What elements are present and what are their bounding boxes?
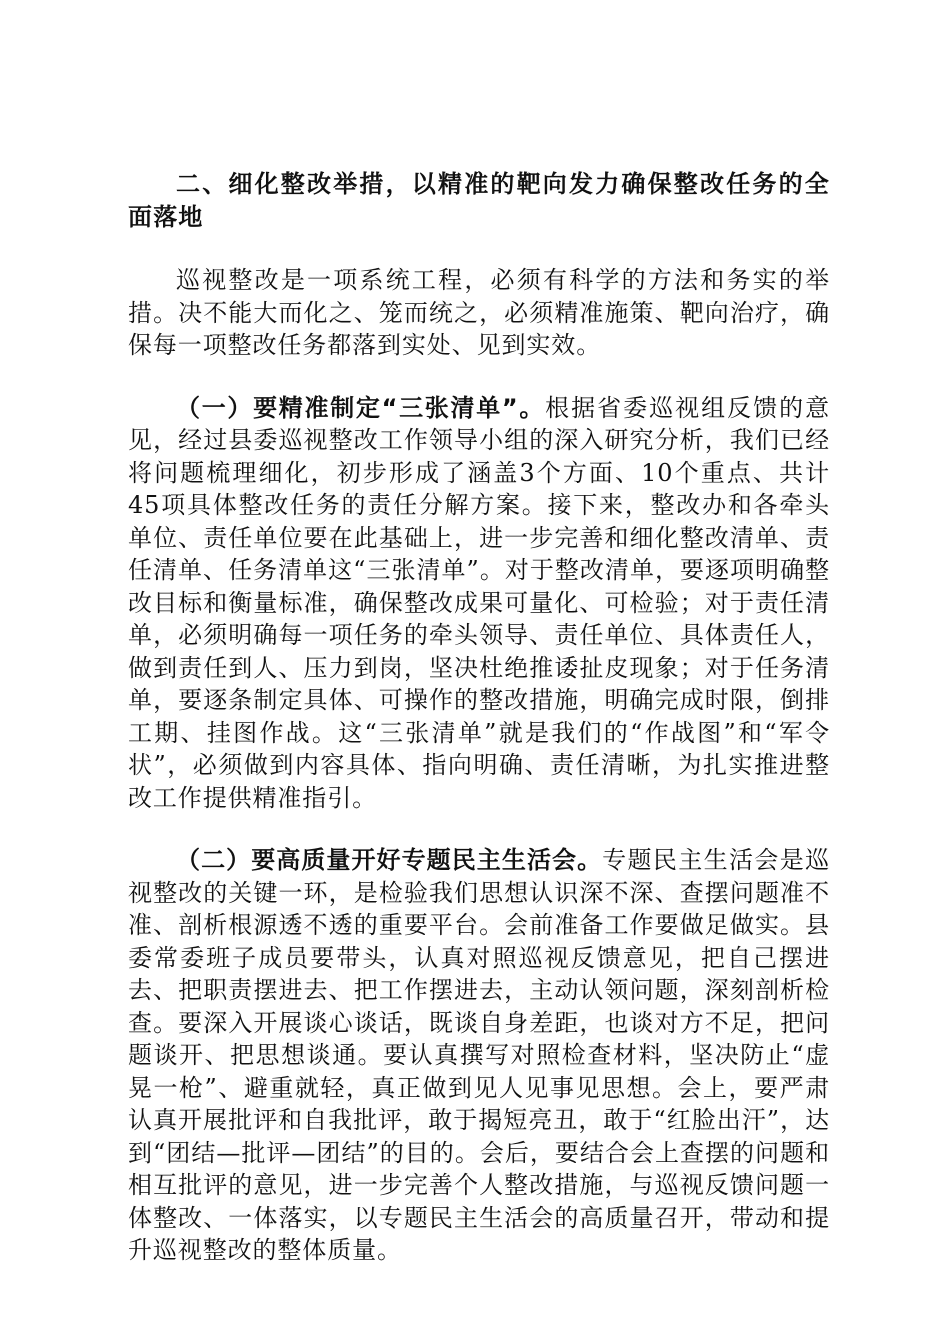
- subsection-lead-democratic-meeting: （二）要高质量开好专题民主生活会。: [176, 846, 603, 874]
- paragraph-three-lists: [128, 392, 830, 815]
- intro-paragraph: 巡视整改是一项系统工程，必须有科学的方法和务实的举措。决不能大而化之、笼而统之，必须精准施策、靶向治疗，确保每一项整改任务都落到实处、见到实效。: [128, 266, 830, 359]
- subsection-lead-three-lists: （一）要精准制定“三张清单”。: [176, 393, 546, 422]
- subsection-body-democratic-meeting: 专题民主生活会是巡视整改的关键一环，是检验我们思想认识深不深、查摆问题准不准、剖析根源透不透的重要平台。会前准备工作要做足做实。县委常委班子成员要带头，认真对照巡视反馈意见，把自己摆进去、把职责摆进去、把工作摆进去，主动认领问题，深刻剖析检查。要深入开展谈心谈话，既谈自身差距，也谈对方不足，把问题谈开、把思想谈通。要认真撰写对照检查材料，坚决防止“虚晃一枪”、避重就轻，真正做到见人见事见思想。会上，要严肃认真开展批评和自我批评，敢于揭短亮丑，敢于“红脸出汗”，达到“团结—批评—团结”的目的。会后，要结合会上查摆的问题和相互批评的意见，进一步完善个人整改措施，与巡视反馈问题一体整改、一体落实，以专题民主生活会的高质量召开，带动和提升巡视整改的整体质量。: [128, 846, 830, 1264]
- document-body: [128, 168, 830, 1297]
- paragraph-democratic-meeting: [128, 844, 830, 1267]
- section-heading: 二、细化整改举措，以精准的靶向发力确保整改任务的全面落地: [128, 170, 830, 231]
- subsection-body-three-lists: 根据省委巡视组反馈的意见，经过县委巡视整改工作领导小组的深入研究分析，我们已经将问题梳理细化，初步形成了涵盖3个方面、10个重点、共计45项具体整改任务的责任分解方案。接下来，整改办和各牵头单位、责任单位要在此基础上，进一步完善和细化整改清单、责任清单、任务清单这“三张清单”。对于整改清单，要逐项明确整改目标和衡量标准，确保整改成果可量化、可检验；对于责任清单，必须明确每一项任务的牵头领导、责任单位、具体责任人，做到责任到人、压力到岗，坚决杜绝推诿扯皮现象；对于任务清单，要逐条制定具体、可操作的整改措施，明确完成时限，倒排工期、挂图作战。这“三张清单”就是我们的“作战图”和“军令状”，必须做到内容具体、指向明确、责任清晰，为扎实推进整改工作提供精准指引。: [128, 393, 830, 812]
